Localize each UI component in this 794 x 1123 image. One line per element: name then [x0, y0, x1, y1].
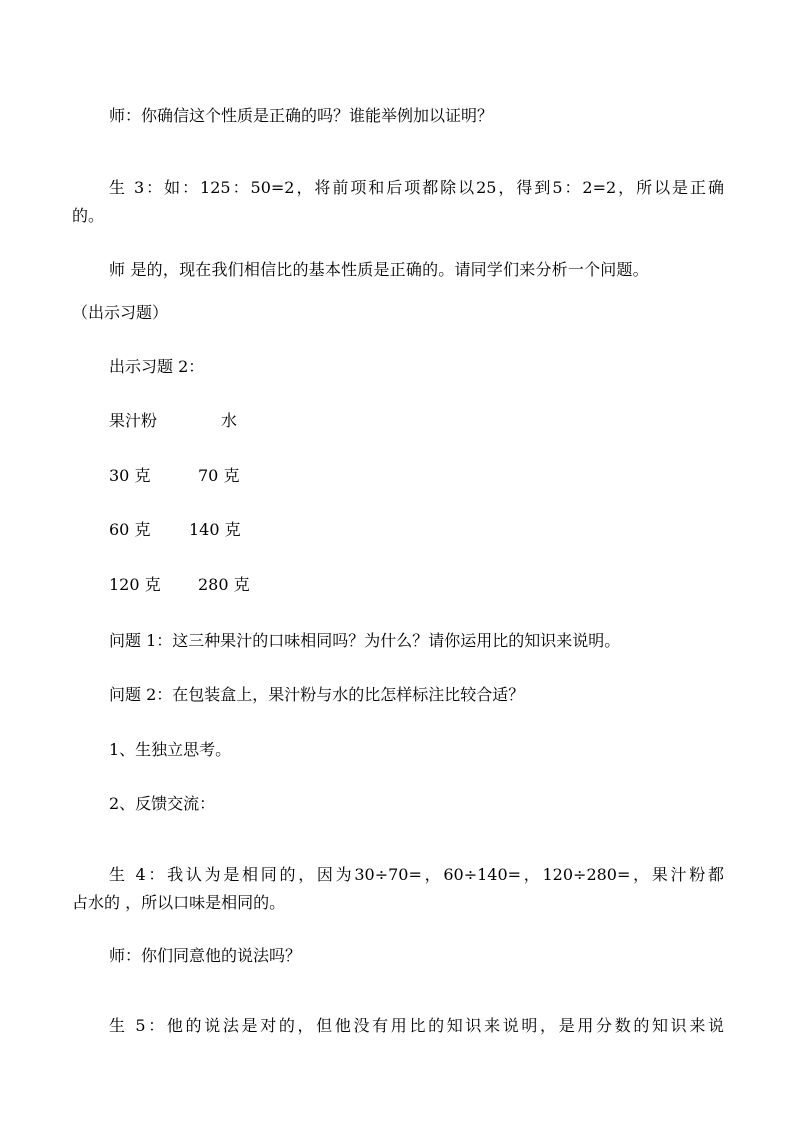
teacher-statement-line1: 师 是的，现在我们相信比的基本性质是正确的。请同学们来分析一个问题。 [109, 260, 649, 279]
step-1: 1、生独立思考。 [109, 740, 232, 759]
table-cell: 120 克 [109, 575, 161, 594]
student5-line1: 生 5：他的说法是对的，但他没有用比的知识来说明，是用分数的知识来说 [109, 1016, 724, 1035]
student4-line1: 生 4：我认为是相同的，因为30÷70=，60÷140=，120÷280=，果汁粉都 [109, 865, 724, 884]
table-cell: 60 克 [109, 520, 151, 539]
teacher-followup: 师：你们同意他的说法吗？ [109, 946, 302, 965]
student3-line2: 的。 [72, 206, 105, 225]
table-cell: 280 克 [198, 575, 250, 594]
question-2: 问题 2：在包装盒上，果汁粉与水的比怎样标注比较合适？ [109, 685, 525, 704]
teacher-statement-line2: （出示习题） [72, 303, 169, 322]
table-header-powder: 果汁粉 [109, 411, 158, 430]
step-2: 2、反馈交流： [109, 794, 216, 813]
table-header-water: 水 [221, 411, 238, 430]
student4-line2: 占水的 ，所以口味是相同的。 [72, 893, 286, 912]
table-cell: 30 克 [109, 466, 151, 485]
question-1: 问题 1：这三种果汁的口味相同吗？为什么？请你运用比的知识来说明。 [109, 631, 621, 650]
table-cell: 70 克 [198, 466, 240, 485]
teacher-question-line: 师：你确信这个性质是正确的吗？谁能举例加以证明？ [109, 106, 494, 125]
table-cell: 140 克 [189, 520, 241, 539]
exercise-title: 出示习题 2： [109, 357, 205, 376]
student3-line1: 生 3：如：125：50=2，将前项和后项都除以25，得到5：2=2，所以是正确 [109, 178, 724, 197]
